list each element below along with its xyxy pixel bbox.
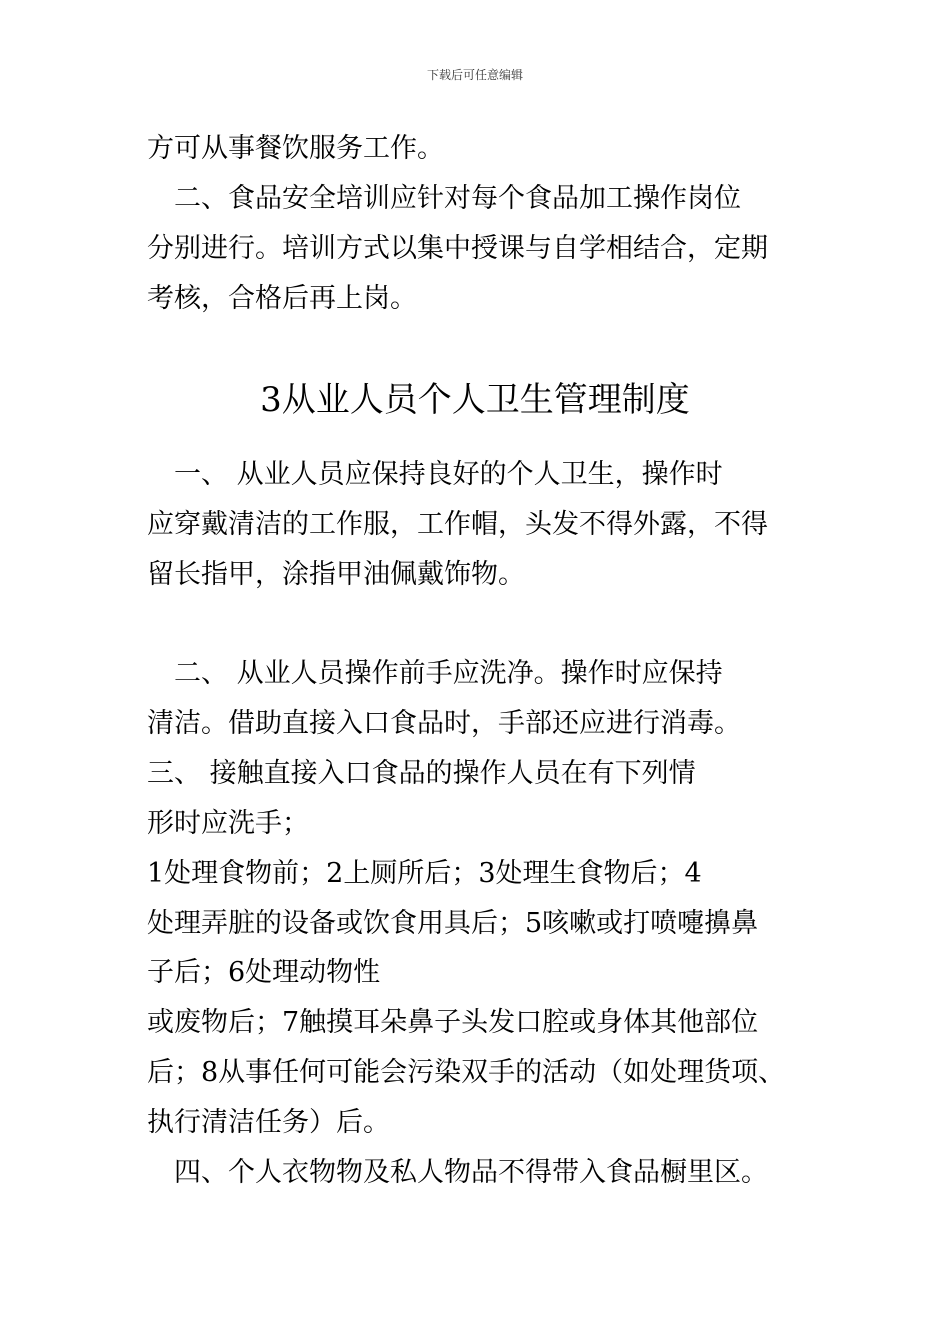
- paragraph-line: 或废物后；7触摸耳朵鼻子头发口腔或身体其他部位: [147, 1007, 759, 1038]
- paragraph-line: 方可从事餐饮服务工作。: [147, 133, 444, 164]
- paragraph-line: 三、 接触直接入口食品的操作人员在有下列情: [147, 758, 696, 789]
- paragraph-line: 子后；6处理动物性: [147, 957, 381, 988]
- paragraph-line: 处理弄脏的设备或饮食用具后；5咳嗽或打喷嚏擤鼻: [147, 908, 759, 939]
- paragraph-line: 四、个人衣物物及私人物品不得带入食品橱里区。: [147, 1157, 768, 1188]
- paragraph-line: 1处理食物前；2上厕所后；3处理生食物后；4: [147, 858, 702, 889]
- paragraph-line: 清洁。借助直接入口食品时，手部还应进行消毒。: [147, 708, 741, 739]
- paragraph-line: 留长指甲，涂指甲油佩戴饰物。: [147, 559, 525, 590]
- paragraph-line: 二、食品安全培训应针对每个食品加工操作岗位: [147, 183, 741, 214]
- section-title: 3从业人员个人卫生管理制度: [260, 380, 690, 420]
- download-note: 下载后可任意编辑: [426, 68, 523, 82]
- paragraph-line: 执行清洁任务）后。: [147, 1107, 390, 1138]
- paragraph-line: 应穿戴清洁的工作服，工作帽，头发不得外露，不得: [147, 509, 768, 540]
- paragraph-line: 形时应洗手；: [147, 808, 309, 839]
- paragraph-line: 分别进行。培训方式以集中授课与自学相结合，定期: [147, 233, 768, 264]
- paragraph-line: 一、 从业人员应保持良好的个人卫生，操作时: [147, 459, 723, 490]
- paragraph-line: 考核，合格后再上岗。: [147, 283, 417, 314]
- paragraph-line: 二、 从业人员操作前手应洗净。操作时应保持: [147, 658, 723, 689]
- paragraph-line: 后；8从事任何可能会污染双手的活动（如处理货项、: [147, 1057, 786, 1088]
